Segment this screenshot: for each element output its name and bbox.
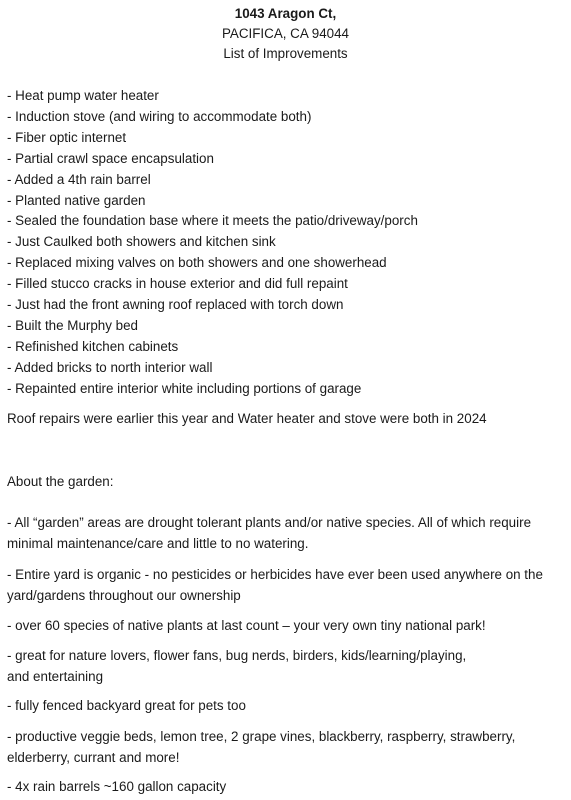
garden-item-line: - Entire yard is organic - no pesticides or herbicides have ever been used anywhere on the: [7, 567, 543, 582]
list-item: - Sealed the foundation base where it meets the patio/driveway/porch: [7, 213, 418, 229]
garden-item: [7, 645, 466, 687]
list-item: - Fiber optic internet: [7, 129, 127, 145]
list-item: - Repainted entire interior white including portions of garage: [7, 380, 362, 396]
property-city: PACIFICA, CA 94044: [221, 26, 350, 41]
garden-item-line: and entertaining: [7, 669, 104, 684]
garden-item-line: yard/gardens throughout our ownership: [7, 588, 241, 603]
garden-item-line: minimal maintenance/care and little to no watering.: [7, 536, 309, 551]
list-item: - Induction stove (and wiring to accommodate both): [7, 108, 312, 124]
garden-item-line: - great for nature lovers, flower fans, bug nerds, birders, kids/learning/playing,: [7, 648, 467, 663]
list-item: - Heat pump water heater: [7, 88, 159, 103]
document-header: [0, 4, 571, 64]
property-address: 1043 Aragon Ct,: [234, 6, 337, 21]
garden-item: [7, 695, 246, 716]
list-item: - Partial crawl space encapsulation: [7, 150, 214, 166]
garden-item: [7, 512, 531, 554]
list-item: - Added a 4th rain barrel: [7, 171, 151, 187]
improvements-list: [7, 86, 418, 400]
list-item: - Planted native garden: [7, 192, 146, 208]
list-item: - Refinished kitchen cabinets: [7, 338, 179, 354]
document-title: List of Improvements: [223, 46, 348, 61]
garden-item-line: elderberry, currant and more!: [7, 750, 180, 765]
garden-item-line: - productive veggie beds, lemon tree, 2 grape vines, blackberry, raspberry, strawberry,: [7, 729, 516, 744]
list-item: - Added bricks to north interior wall: [7, 359, 213, 375]
garden-item: [7, 564, 543, 606]
note-paragraph: Roof repairs were earlier this year and Water heater and stove were both in 2024: [7, 411, 487, 426]
list-item: - Filled stucco cracks in house exterior and did full repaint: [7, 276, 348, 292]
garden-item: [7, 776, 226, 797]
garden-item-line: - fully fenced backyard great for pets too: [7, 698, 246, 713]
garden-item-line: - All “garden” areas are drought tolerant plants and/or native species. All of which require: [7, 515, 532, 530]
list-item: - Just Caulked both showers and kitchen sink: [7, 234, 276, 250]
garden-item-line: - 4x rain barrels ~160 gallon capacity: [7, 779, 227, 794]
list-item: - Just had the front awning roof replaced with torch down: [7, 297, 344, 313]
garden-item-line: - over 60 species of native plants at last count – your very own tiny national park!: [7, 618, 486, 633]
list-item: - Built the Murphy bed: [7, 317, 138, 333]
garden-item: [7, 726, 515, 768]
garden-heading: About the garden:: [7, 474, 114, 489]
list-item: - Replaced mixing valves on both showers and one showerhead: [7, 255, 387, 271]
garden-item: [7, 615, 486, 636]
